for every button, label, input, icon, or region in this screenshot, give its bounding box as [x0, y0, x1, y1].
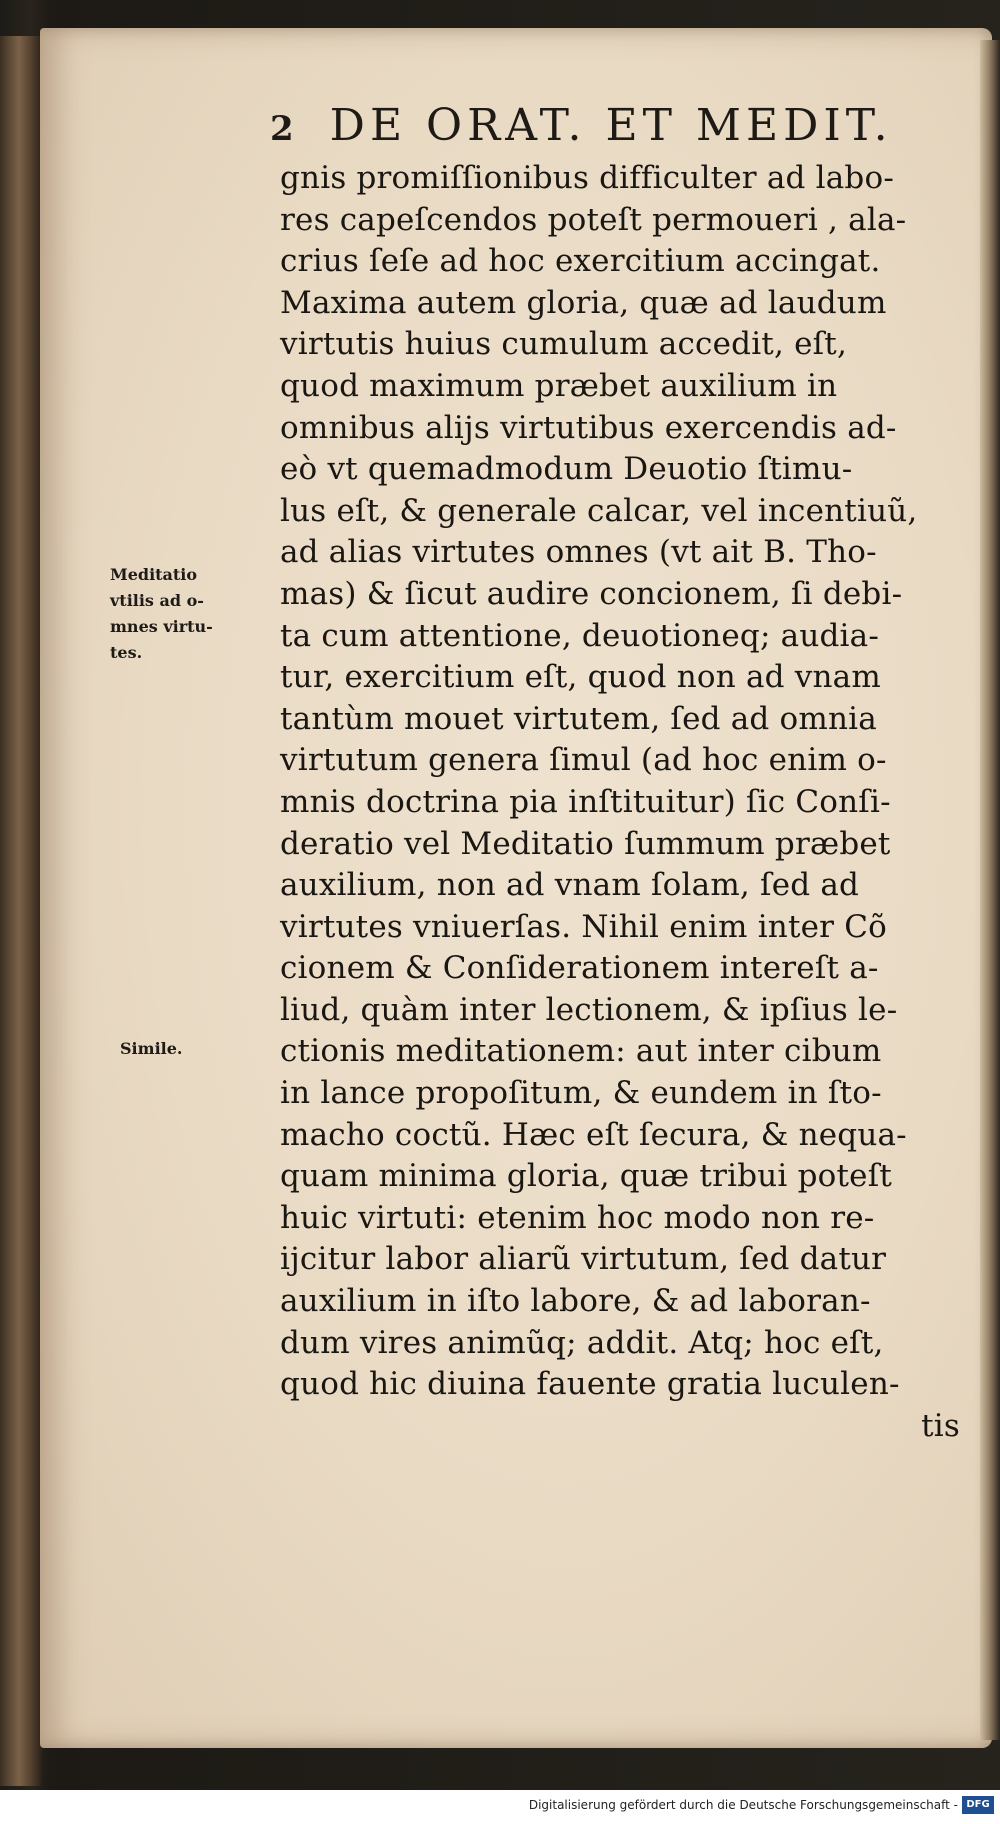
- text-line: virtutis huius cumulum accedit, eſt,: [280, 326, 848, 363]
- text-line: ctionis meditationem: aut inter cibum: [280, 1033, 882, 1070]
- page-edge: [980, 40, 1000, 1740]
- text-line: cionem & Conſiderationem intereſt a-: [280, 950, 879, 987]
- footer-bar: [0, 1790, 1000, 1824]
- body-text: [280, 158, 980, 1447]
- text-line: ijcitur labor aliarũ virtutum, ſed datur: [280, 1241, 887, 1278]
- margin-note-simile: Simile.: [120, 1039, 183, 1058]
- running-title: DE ORAT. ET MEDIT.: [329, 100, 893, 151]
- text-line: res capeſcendos poteſt permoueri , ala-: [280, 201, 907, 238]
- margin-note-line: Meditatio: [110, 565, 198, 584]
- margin-note-meditatio: [110, 562, 260, 666]
- text-line: ad alias virtutes omnes (vt ait B. Tho-: [280, 534, 877, 571]
- text-line: mas) & ſicut audire concionem, ſi debi-: [280, 575, 903, 612]
- text-line: eò vt quemadmodum Deuotio ſtimu-: [280, 451, 853, 488]
- footer-credit: Digitalisierung gefördert durch die Deutsche Forschungsgemeinschaft -: [528, 1798, 958, 1812]
- text-line: auxilium in iſto labore, & ad laboran-: [280, 1283, 871, 1320]
- text-line: mnis doctrina pia inſtituitur) ſic Conſi-: [280, 783, 891, 820]
- text-line: macho coctũ. Hæc eſt ſecura, & nequa-: [280, 1116, 907, 1153]
- page-number: 2: [270, 109, 294, 149]
- text-line: virtutum genera ſimul (ad hoc enim o-: [280, 742, 887, 779]
- text-line: gnis promiſſionibus difficulter ad labo-: [280, 160, 894, 196]
- text-line: quod maximum præbet auxilium in: [280, 367, 838, 404]
- text-line: liud, quàm inter lectionem, & ipſius le-: [280, 991, 898, 1028]
- text-line: in lance propoſitum, & eundem in ſto-: [280, 1075, 882, 1112]
- text-line: huic virtuti: etenim hoc modo non re-: [280, 1199, 875, 1236]
- running-head: [270, 100, 910, 160]
- text-line: deratio vel Meditatio ſummum præbet: [280, 825, 891, 862]
- text-line: crius ſeſe ad hoc exercitium accingat.: [280, 243, 881, 280]
- text-line: tur, exercitium eſt, quod non ad vnam: [280, 659, 881, 696]
- text-line: virtutes vniuerſas. Nihil enim inter Cõ: [280, 908, 888, 945]
- text-line: quod hic diuina fauente gratia luculen-: [280, 1366, 900, 1403]
- text-line: quam minima gloria, quæ tribui poteſt: [280, 1158, 893, 1195]
- catchword: tis: [921, 1407, 960, 1444]
- text-line: omnibus alijs virtutibus exercendis ad-: [280, 409, 897, 446]
- text-line: Maxima autem gloria, quæ ad laudum: [280, 284, 887, 321]
- margin-note-line: mnes virtu-: [110, 617, 213, 636]
- margin-note-line: tes.: [110, 643, 143, 662]
- text-line: ta cum attentione, deuotioneq; audia-: [280, 617, 880, 654]
- text-line: auxilium, non ad vnam ſolam, ſed ad: [280, 867, 860, 904]
- text-line: tantùm mouet virtutem, ſed ad omnia: [280, 700, 877, 737]
- text-line: dum vires animũq; addit. Atq; hoc eſt,: [280, 1324, 884, 1361]
- text-line: lus eſt, & generale calcar, vel incentiuũ,: [280, 492, 918, 529]
- book-spine: [0, 36, 42, 1786]
- dfg-logo-icon: DFG: [962, 1796, 994, 1814]
- margin-note-line: vtilis ad o-: [110, 591, 204, 610]
